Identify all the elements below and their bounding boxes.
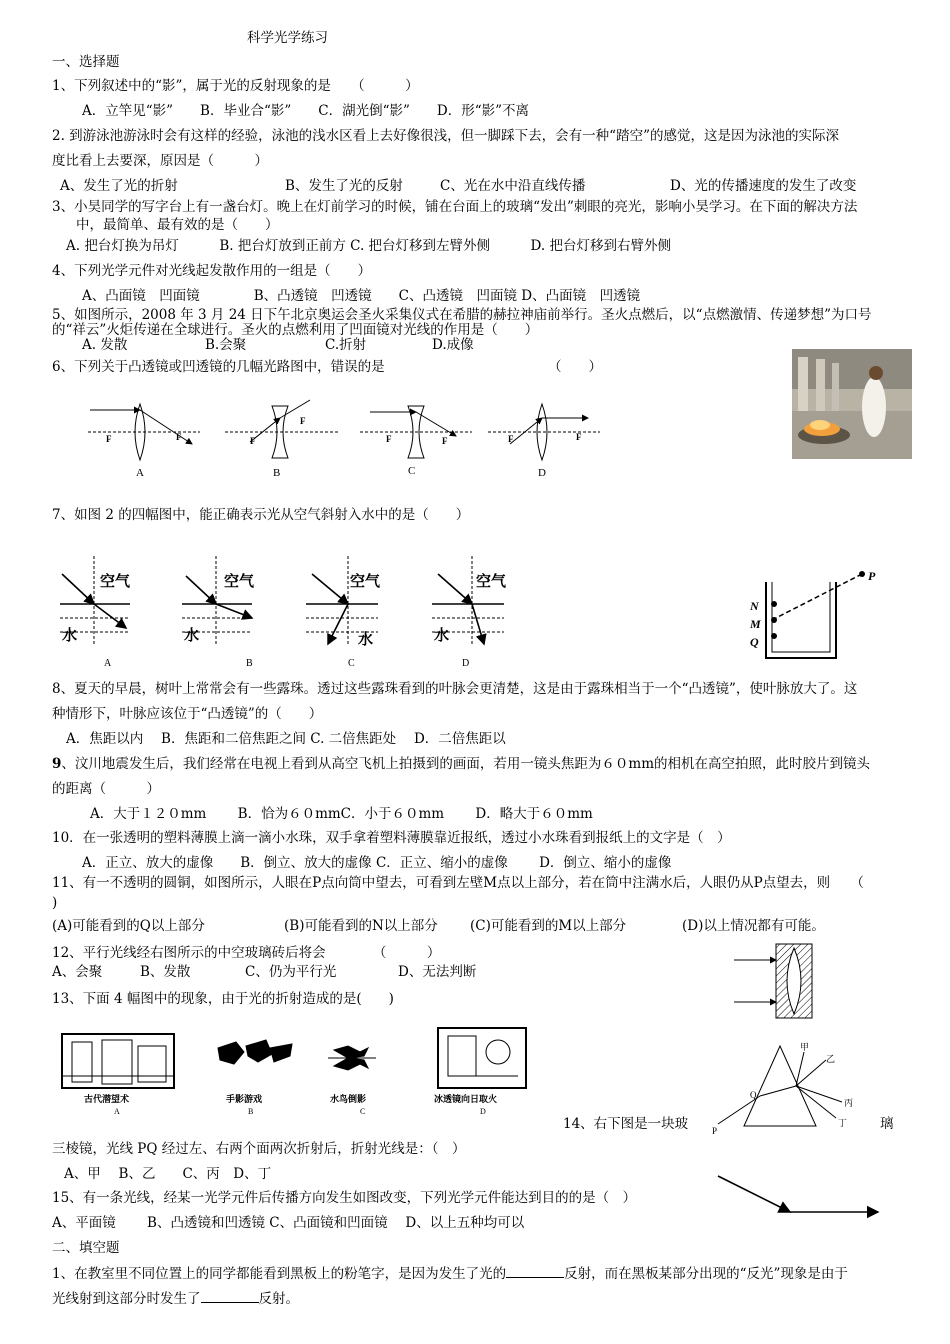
q1-options: A．立竿见“影” B．毕业合“影” C．湖光倒“影” D．形“影”不离 [82, 103, 530, 119]
focus-label: F [176, 432, 182, 442]
q5-option-c: C.折射 [325, 337, 367, 353]
prism-diagram [708, 1040, 868, 1136]
ray-label-yi: 乙 [826, 1054, 836, 1064]
point-q-label: Q [750, 1090, 757, 1100]
q5-option-b: B.会聚 [205, 337, 247, 353]
q9-line2: 的距离（ ） [52, 781, 160, 797]
fill1-text-a: 1、在教室里不同位置上的同学都能看到黑板上的粉笔字，是因为发生了光的 [52, 1266, 507, 1282]
water-label: 水 [62, 628, 78, 644]
q2-option-c: C、光在水中沿直线传播 [440, 178, 586, 194]
q2-option-b: B、发生了光的反射 [285, 178, 403, 194]
point-p-label: P [868, 569, 876, 583]
q14-part1: 14、右下图是一块玻 [563, 1116, 689, 1132]
section-choice-heading: 一、选择题 [52, 54, 120, 70]
diagram-label-c: C [408, 465, 416, 477]
refraction-diagrams [58, 554, 518, 670]
q13-phenomena-pictures [58, 1026, 538, 1118]
focus-label: F [300, 416, 306, 426]
picture-label-c: C [360, 1107, 366, 1116]
cylinder-cup-diagram [744, 566, 884, 666]
diagram-label-d: D [462, 658, 470, 669]
point-p-label: P [712, 1126, 718, 1136]
q5-option-a: A. 发散 [82, 337, 128, 353]
water-label: 水 [358, 632, 374, 648]
q2-line2: 度比看上去要深，原因是（ ） [52, 153, 268, 169]
q9-line1-text: 、汶川地震发生后，我们经常在电视上看到从高空飞机上拍摄到的画面，若用一镜头焦距为６０mm的相机在高空拍照，此时胶片到镜头 [61, 756, 871, 772]
ray-label-jia: 甲 [800, 1042, 810, 1052]
olympic-flame-photo [792, 349, 912, 459]
q2-option-d: D、光的传播速度的发生了改变 [670, 178, 857, 194]
water-label: 水 [434, 628, 450, 644]
q10-options: A．正立、放大的虚像 B．倒立、放大的虚像 C．正立、缩小的虚像 D．倒立、缩小的虚像 [82, 855, 672, 871]
q5-line1: 5、如图所示，2008 年 3 月 24 日下午北京奥运会圣火采集仪式在希腊的赫拉神庙前举行。圣火点燃后，以“点燃激情、传递梦想”为口号 [52, 307, 872, 323]
fill1-blank-1[interactable] [506, 1264, 564, 1278]
q8-line2: 种情形下，叶脉应该位于“凸透镜”的（ ） [52, 706, 323, 722]
q9-number: 9 [52, 756, 62, 772]
point-q-label: Q [750, 635, 759, 649]
air-label: 空气 [350, 574, 381, 590]
caption-periscope: 古代潜望术 [84, 1094, 130, 1104]
q12-option-c: C、仍为平行光 [245, 964, 337, 980]
q9-line1 [52, 755, 870, 773]
water-label: 水 [184, 628, 200, 644]
q12-stem: 12、平行光线经右图所示的中空玻璃砖后将会 （ ） [52, 945, 441, 961]
diagram-label-c: C [348, 658, 355, 669]
q11-line2: ) [52, 895, 58, 911]
q12-option-b: B、发散 [140, 964, 191, 980]
q11-option-a: (A)可能看到的Q以上部分 [52, 918, 205, 934]
fill1-line2 [52, 1289, 299, 1308]
caption-bird-reflection: 水鸟倒影 [330, 1094, 367, 1104]
focus-label: F [576, 432, 582, 442]
focus-label: F [386, 434, 392, 444]
diagram-label-b: B [246, 658, 253, 669]
q12-option-a: A、会聚 [52, 964, 103, 980]
page-title: 科学光学练习 [247, 30, 328, 46]
q14-options: A、甲 B、乙 C、丙 D、丁 [64, 1166, 272, 1182]
q13-stem: 13、下面 4 幅图中的现象，由于光的折射造成的是( ) [52, 991, 394, 1007]
picture-label-b: B [248, 1107, 254, 1116]
q15-options: A、平面镜 B、凸透镜和凹透镜 C、凸面镜和凹面镜 D、以上五种均可以 [52, 1215, 525, 1231]
q14-part2: 璃 [880, 1116, 894, 1132]
picture-label-d: D [480, 1107, 486, 1116]
ray-label-ding: 丁 [838, 1118, 848, 1128]
fill1-text-b: 反射，而在黑板某部分出现的“反光”现象是由于 [564, 1266, 848, 1282]
diagram-label-a: A [136, 467, 144, 479]
point-n-label: N [750, 599, 759, 613]
diagram-label-d: D [538, 467, 546, 479]
air-label: 空气 [100, 574, 131, 590]
q3-line2: 中，最简单、最有效的是（ ） [76, 217, 279, 233]
air-label: 空气 [476, 574, 507, 590]
ray-label-bing: 丙 [844, 1098, 854, 1108]
fill1-text-c: 光线射到这部分时发生了 [52, 1291, 201, 1307]
picture-label-a: A [114, 1107, 120, 1116]
focus-label: F [442, 436, 448, 446]
q6-paren: （ ） [548, 359, 602, 375]
q15-stem: 15、有一条光线，经某一光学元件后传播方向发生如图改变，下列光学元件能达到目的的是（ ） [52, 1190, 637, 1206]
focus-label: F [106, 434, 112, 444]
fill1-line1 [52, 1264, 848, 1283]
fill1-blank-2[interactable] [201, 1289, 259, 1303]
q11-option-b: (B)可能看到的N以上部分 [284, 918, 438, 934]
q9-options: A．大于１２０mm B．恰为６０mmC．小于６０mm D．略大于６０mm [90, 806, 593, 822]
diagram-label-b: B [273, 467, 281, 479]
q11-option-d: (D)以上情况都有可能。 [682, 918, 825, 934]
focus-label: F [250, 436, 256, 446]
caption-hand-shadow: 手影游戏 [226, 1094, 263, 1104]
q4-stem: 4、下列光学元件对光线起发散作用的一组是（ ） [52, 263, 372, 279]
point-m-label: M [750, 617, 761, 631]
q8-line1: 8、夏天的早晨，树叶上常常会有一些露珠。透过这些露珠看到的叶脉会更清楚，这是由于露珠相当于一个“凸透镜”，使叶脉放大了。这 [52, 681, 858, 697]
hollow-glass-brick-diagram [732, 942, 832, 1022]
q1-stem: 1、下列叙述中的“影”，属于光的反射现象的是 （ ） [52, 78, 419, 94]
q12-option-d: D、无法判断 [398, 964, 477, 980]
q5-line2: 的“祥云”火炬传递在全球进行。圣火的点燃利用了凹面镜对光线的作用是（ ） [52, 322, 539, 338]
q8-options: A．焦距以内 B．焦距和二倍焦距之间 C. 二倍焦距处 D．二倍焦距以 [66, 731, 506, 747]
lens-ray-diagrams [80, 396, 610, 480]
focus-label: F [508, 434, 514, 444]
q11-option-c: (C)可能看到的M以上部分 [470, 918, 627, 934]
diagram-label-a: A [104, 658, 112, 669]
q3-line1: 3、小昊同学的写字台上有一盏台灯。晚上在灯前学习的时候，铺在台面上的玻璃“发出”刺眼的亮光，影响小昊学习。在下面的解决方法 [52, 199, 858, 215]
q11-line1: 11、有一不透明的圆铜，如图所示，人眼在P点向筒中望去，可看到左壁M点以上部分，若在筒中注满水后，人眼仍从P点望去，则 （ [52, 875, 864, 891]
air-label: 空气 [224, 574, 255, 590]
q7-stem: 7、如图 2 的四幅图中，能正确表示光从空气斜射入水中的是（ ） [52, 507, 470, 523]
q2-option-a: A、发生了光的折射 [60, 178, 178, 194]
q2-line1: 2. 到游泳池游泳时会有这样的经验，泳池的浅水区看上去好像很浅，但一脚踩下去，会有一种“踏空”的感觉，这是因为泳池的实际深 [52, 128, 839, 144]
q14-line2: 三棱镜，光线 PQ 经过左、右两个面两次折射后，折射光线是：（ ） [52, 1141, 466, 1157]
q6-stem: 6、下列关于凸透镜或凹透镜的几幅光路图中，错误的是 [52, 359, 385, 375]
q3-options: A. 把台灯换为吊灯 B. 把台灯放到正前方 C. 把台灯移到左臂外侧 D. 把台灯移到右臂外侧 [66, 238, 671, 254]
q4-options: A、凸面镜 凹面镜 B、凸透镜 凹透镜 C、凸透镜 凹面镜 D、凸面镜 凹透镜 [82, 288, 641, 304]
q10-stem: 10．在一张透明的塑料薄膜上滴一滴小水珠，双手拿着塑料薄膜靠近报纸，透过小水珠看到报纸上的文字是（ ） [52, 830, 731, 846]
bent-ray-diagram [714, 1170, 884, 1220]
caption-ice-lens: 冰透镜向日取火 [434, 1094, 498, 1104]
section-fill-heading: 二、填空题 [52, 1240, 120, 1256]
fill1-text-d: 反射。 [258, 1291, 299, 1307]
q5-option-d: D.成像 [432, 337, 474, 353]
